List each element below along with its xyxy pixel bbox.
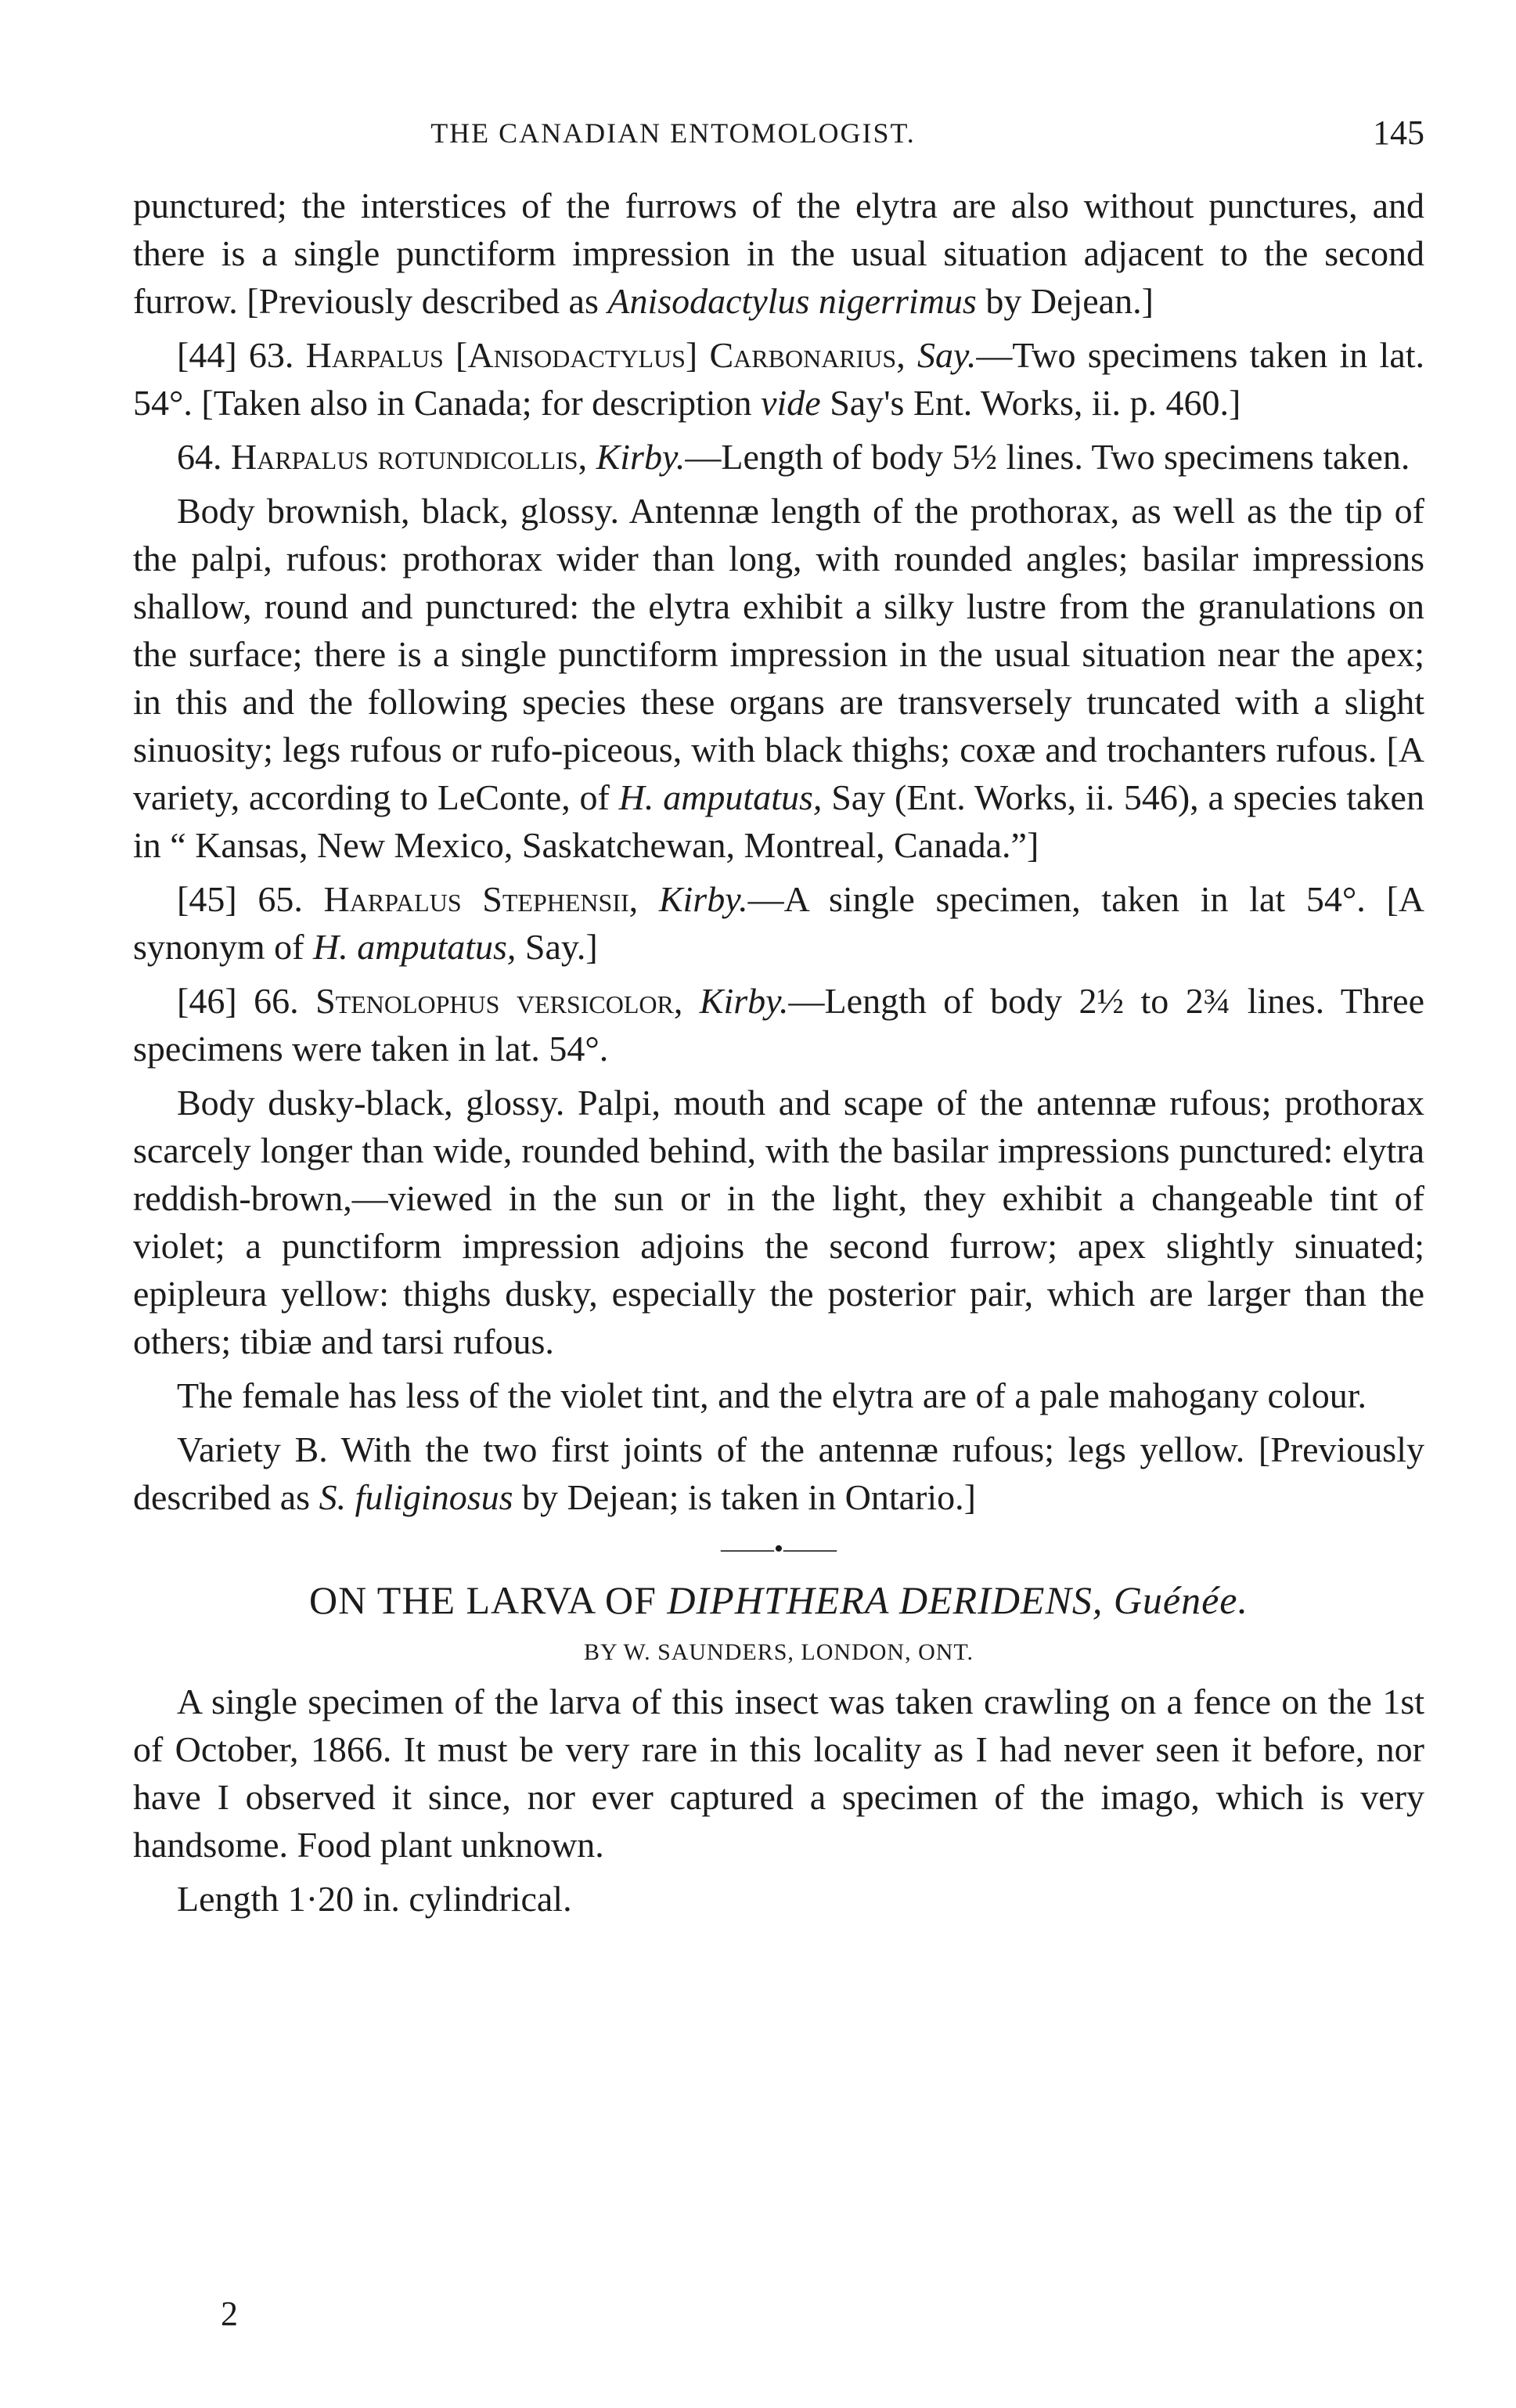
italic-species-name: Anisodactylus nigerrimus	[607, 281, 977, 321]
text-run: —A single specimen, taken in lat 54°. [A synonym of	[133, 879, 1424, 967]
italic-word: vide	[761, 383, 821, 423]
author-name: Kirby.	[682, 981, 789, 1021]
signature-mark: 2	[221, 2294, 238, 2333]
species-name: Stenolophus versicolor,	[315, 981, 683, 1021]
text-run: by Dejean; is taken in Ontario.]	[513, 1477, 976, 1517]
species-name: Harpalus Stephensii,	[323, 879, 639, 919]
paragraph-continuation	[133, 182, 1424, 325]
text-run: —Two specimens taken in lat. 54°. [Taken also in Canada; for description	[133, 335, 1425, 423]
journal-title: THE CANADIAN ENTOMOLOGIST.	[430, 117, 916, 149]
text-run: Say.]	[516, 927, 598, 967]
text-run: —Length of body 2½ to 2¾ lines. Three specimens were taken in lat. 54°.	[133, 981, 1425, 1069]
title-text: ON THE LARVA OF	[308, 1578, 668, 1622]
page-number: 145	[1373, 114, 1424, 152]
text-run: Say's Ent. Works, ii. p. 460.]	[820, 383, 1241, 423]
text-run: Say (Ent. Works, ii. 546), a species taken in “ Kansas, New Mexico, Saskatchewan, Montreal, Canada.”]	[133, 777, 1424, 865]
description-paragraph	[133, 1079, 1424, 1365]
description-paragraph	[133, 487, 1424, 869]
article-paragraph: Length 1·20 in. cylindrical.	[177, 1879, 572, 1919]
author-name: Kirby.	[638, 879, 748, 919]
running-head	[133, 110, 1424, 157]
text-run: punctured; the interstices of the furrows of the elytra are also without punctures, and there is a single punctiform impression in the usual situation adjacent to the second furrow. [Previously described as	[133, 186, 1424, 321]
body-text	[133, 182, 1424, 1929]
species-entry-66	[133, 977, 1424, 1072]
text-run: —Length of body 5½ lines. Two specimens taken.	[685, 437, 1410, 477]
entry-number: [44] 63.	[177, 335, 306, 375]
article-paragraph: A single specimen of the larva of this insect was taken crawling on a fence on the 1st of October, 1866. It must be very rare in this locality as I had never seen it before, nor have I observed it since, nor ever captured a specimen of the imago, which is very handsome. Food plant unknown.	[133, 1682, 1424, 1865]
variety-paragraph	[133, 1426, 1424, 1521]
section-divider: ——•——	[721, 1534, 837, 1563]
description-paragraph	[133, 1372, 1424, 1419]
byline: BY W. SAUNDERS, LONDON, ONT.	[583, 1639, 974, 1665]
text-run: Body dusky-black, glossy. Palpi, mouth and scape of the antennæ rufous; prothorax scarcely longer than wide, rounded behind, with the basilar impressions punctured: elytra reddish-brown,—viewed in the sun or in the light, they exhibit a changeable tint of violet; a punctiform impression adjoins the second furrow; apex slightly sinuated; epipleura yellow: thighs dusky, especially the posterior pair, which are larger than the others; tibiæ and tarsi rufous.	[133, 1083, 1424, 1361]
species-entry-63	[133, 331, 1424, 427]
species-entry-65	[133, 875, 1424, 971]
title-author: Guénée.	[1103, 1578, 1248, 1622]
text-run: by Dejean.]	[976, 281, 1154, 321]
entry-number: [46] 66.	[177, 981, 316, 1021]
text-run: The female has less of the violet tint, and the elytra are of a pale mahogany colour.	[177, 1375, 1367, 1415]
entry-number: 64.	[177, 437, 231, 477]
text-run: Body brownish, black, glossy. Antennæ length of the prothorax, as well as the tip of the palpi, rufous: prothorax wider than long, with rounded angles; basilar impressions shallow, round and punctured: the elytra exhibit a silky lustre from the granulations on the surface; there is a single punctiform impression in the usual situation near the apex; in this and the following species these organs are transversely truncated with a slight sinuosity; legs rufous or rufo-piceous, with black thighs; coxæ and trochanters rufous. [A variety, according to LeConte, of	[133, 491, 1424, 817]
italic-species-name: S. fuliginosus	[319, 1477, 513, 1517]
title-species: DIPHTHERA DERIDENS,	[667, 1578, 1104, 1622]
species-name: Harpalus rotundicollis,	[231, 437, 588, 477]
author-name: Say.	[905, 335, 977, 375]
text-run: Variety B. With the two first joints of the antennæ rufous; legs yellow. [Previously described as	[133, 1429, 1424, 1517]
author-name: Kirby.	[587, 437, 686, 477]
article-title	[133, 1574, 1424, 1626]
species-name: Harpalus [Anisodactylus] Carbonarius,	[305, 335, 906, 375]
italic-species-name: H. amputatus,	[313, 927, 517, 967]
species-entry-64	[133, 433, 1424, 481]
entry-number: [45] 65.	[177, 879, 324, 919]
italic-species-name: H. amputatus,	[618, 777, 823, 817]
